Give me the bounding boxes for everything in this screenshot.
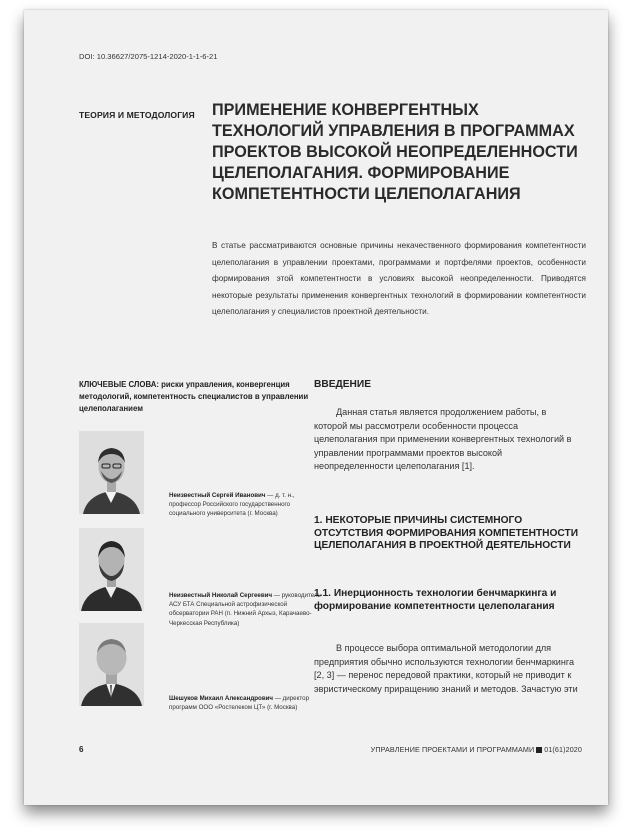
page-number: 6 [79, 745, 84, 754]
author-photo-2 [79, 528, 144, 611]
article-title: ПРИМЕНЕНИЕ КОНВЕРГЕНТНЫХ ТЕХНОЛОГИЙ УПРАВЛЕНИЯ В ПРОГРАММАХ ПРОЕКТОВ ВЫСОКОЙ НЕОПРЕДЕЛЕННОСТИ ЦЕЛЕПОЛАГАНИЯ. ФОРМИРОВАНИЕ КОМПЕТЕНТНОСТИ ЦЕЛЕПОЛАГАНИЯ [212, 101, 578, 203]
author-name-1: Неизвестный Сергей Иванович [169, 492, 266, 499]
journal-page [24, 10, 608, 805]
journal-issue: 01(61)2020 [544, 745, 582, 754]
keywords: КЛЮЧЕВЫЕ СЛОВА: риски управления, конвергенция методологий, компетентность специалистов в управлении целеполаганием [79, 380, 309, 413]
author-details-3: — директор программ ООО «Ростелеком ЦТ» (г. Москва) [169, 695, 310, 712]
author-bio-1 [169, 491, 324, 519]
section-1-heading: 1. НЕКОТОРЫЕ ПРИЧИНЫ СИСТЕМНОГО ОТСУТСТВИЯ ФОРМИРОВАНИЯ КОМПЕТЕНТНОСТИ ЦЕЛЕПОЛАГАНИЯ В ПРОЕКТНОЙ ДЕЯТЕЛЬНОСТИ [314, 515, 579, 552]
section-1-1-heading: 1.1. Инерционность технологии бенчмаркинга и формирование компетентности целеполагания [314, 588, 557, 612]
doi: DOI: 10.36627/2075-1214-2020-1-1-6-21 [79, 52, 218, 61]
journal-footer [371, 745, 582, 754]
journal-name: УПРАВЛЕНИЕ ПРОЕКТАМИ И ПРОГРАММАМИ [370, 745, 535, 754]
intro-heading: ВВЕДЕНИЕ [314, 379, 372, 390]
author-bio-2 [169, 591, 324, 628]
square-separator-icon [536, 747, 542, 753]
author-name-2: Неизвестный Николай Сергеевич [169, 592, 273, 599]
intro-text: Данная статья является продолжением работы, в которой мы рассмотрели особенности процесса целеполагания при применении конвергентных технологий в управлении программами проектов высокой неопределенности целеполагания [1]. [314, 407, 572, 472]
author-photo-3 [79, 623, 144, 706]
section-1-1-text: В процессе выбора оптимальной методологии для предприятия обычно используются технологии бенчмаркинга [2, 3] — перенос передовой практики, который не приводит к эвристическому приращению знаний и методов. Зачастую эти [314, 643, 578, 694]
abstract: В статье рассматриваются основные причины некачественного формирования компетентности целеполагания в управлении проектами, программами и портфелями проектов, особенности формирования этой компетентности в условиях высокой неопределенности. Приводятся некоторые результаты применения конвергентных технологий в формировании компетентности целеполагания у специалистов проектной деятельности. [212, 241, 586, 317]
author-details-1: — д. т. н., профессор Российского государственного социального университета (г. Москва) [169, 492, 295, 518]
author-bio-3 [169, 694, 324, 712]
author-details-2: — руководитель АСУ БТА Специальной астрофизической обсерватории РАН (п. Нижний Архыз, Карачаево-Черкесская Республика) [169, 592, 321, 627]
author-name-3: Шешуков Михаил Александрович [169, 695, 274, 702]
author-photo-1 [79, 431, 144, 514]
section-label: ТЕОРИЯ И МЕТОДОЛОГИЯ [79, 110, 195, 120]
